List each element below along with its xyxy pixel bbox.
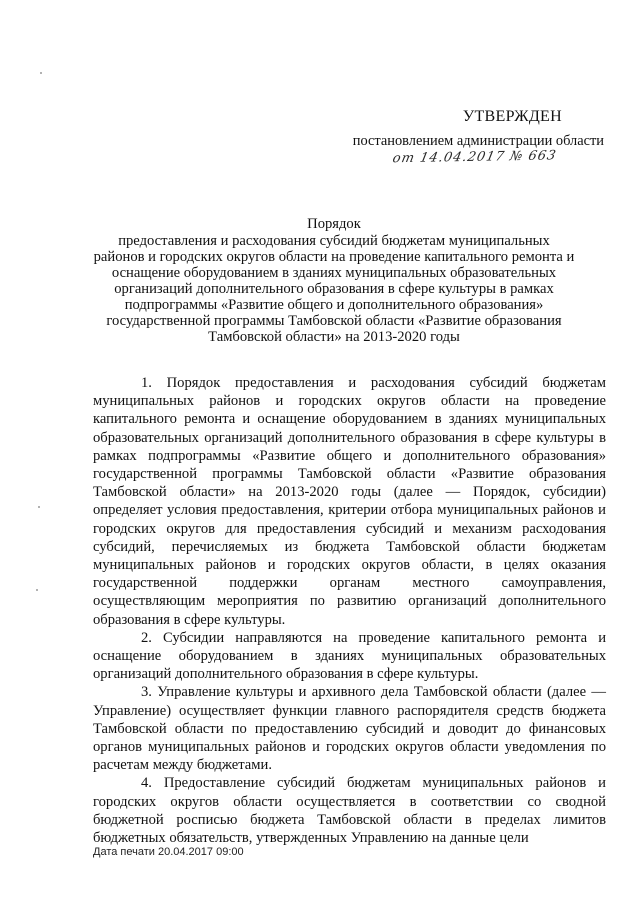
title-line: Порядок xyxy=(307,216,361,232)
paragraph-3: 3. Управление культуры и архивного дела Тамбовской области (далее — Управление) осуществляет функции главного распорядителя средств бюджета Тамбовской области по предоставлению субсидий и доводит до финансовых органов муниципальных районов и городских округов области уведомления по расчетам между бюджетами. xyxy=(93,684,606,774)
document-body xyxy=(93,374,606,847)
scan-speck xyxy=(38,506,40,508)
document-title xyxy=(84,216,584,345)
print-date-footer: Дата печати 20.04.2017 09:00 xyxy=(93,846,244,858)
approval-block xyxy=(324,108,604,165)
handwritten-date-number: от 14.04.2017 № 663 xyxy=(391,148,558,167)
approval-heading: УТВЕРЖДЕН xyxy=(462,108,562,125)
paragraph-2: 2. Субсидии направляются на проведение капитального ремонта и оснащение оборудованием в зданиях муниципальных образовательных организаций дополнительного образования в сфере культуры. xyxy=(93,629,606,683)
paragraph-4: 4. Предоставление субсидий бюджетам муниципальных районов и городских округов области осуществляется в соответствии со сводной бюджетной росписью бюджета Тамбовской области в пределах лимитов бюджетных обязательств, утвержденных Управлению на данные цели xyxy=(93,775,606,847)
scan-speck xyxy=(40,72,42,74)
scan-speck xyxy=(36,589,38,591)
title-line: организаций дополнительного образования в сфере культуры в рамках xyxy=(114,281,554,297)
approval-subtitle: постановлением администрации области xyxy=(352,133,604,149)
title-line: государственной программы Тамбовской области «Развитие образования xyxy=(106,313,562,329)
title-line: подпрограммы «Развитие общего и дополнительного образования» xyxy=(124,297,544,313)
paragraph-1: 1. Порядок предоставления и расходования субсидий бюджетам муниципальных районов и городских округов области на проведение капитального ремонта и оснащение оборудованием в зданиях муниципальных образовательных организаций дополнительного образования в сфере культуры в рамках подпрограммы «Развитие общего и дополнительного образования» государственной программы Тамбовской области «Развитие образования Тамбовской области» на 2013-2020 годы (далее — Порядок, субсидии) определяет условия предоставления, критерии отбора муниципальных районов и городских округов для предоставления субсидий и механизм расходования субсидий, перечисляемых из бюджета Тамбовской области бюджетам муниципальных районов и городских округов области, в целях оказания государственной поддержки органам местного самоуправления, осуществляющим мероприятия по развитию организаций дополнительного образования в сфере культуры. xyxy=(93,375,606,628)
title-line: Тамбовской области» на 2013-2020 годы xyxy=(208,329,460,345)
title-line: оснащение оборудованием в зданиях муниципальных образовательных xyxy=(111,265,557,281)
title-line: предоставления и расходования субсидий бюджетам муниципальных xyxy=(118,233,550,249)
title-line: районов и городских округов области на проведение капитального ремонта и xyxy=(93,249,575,265)
